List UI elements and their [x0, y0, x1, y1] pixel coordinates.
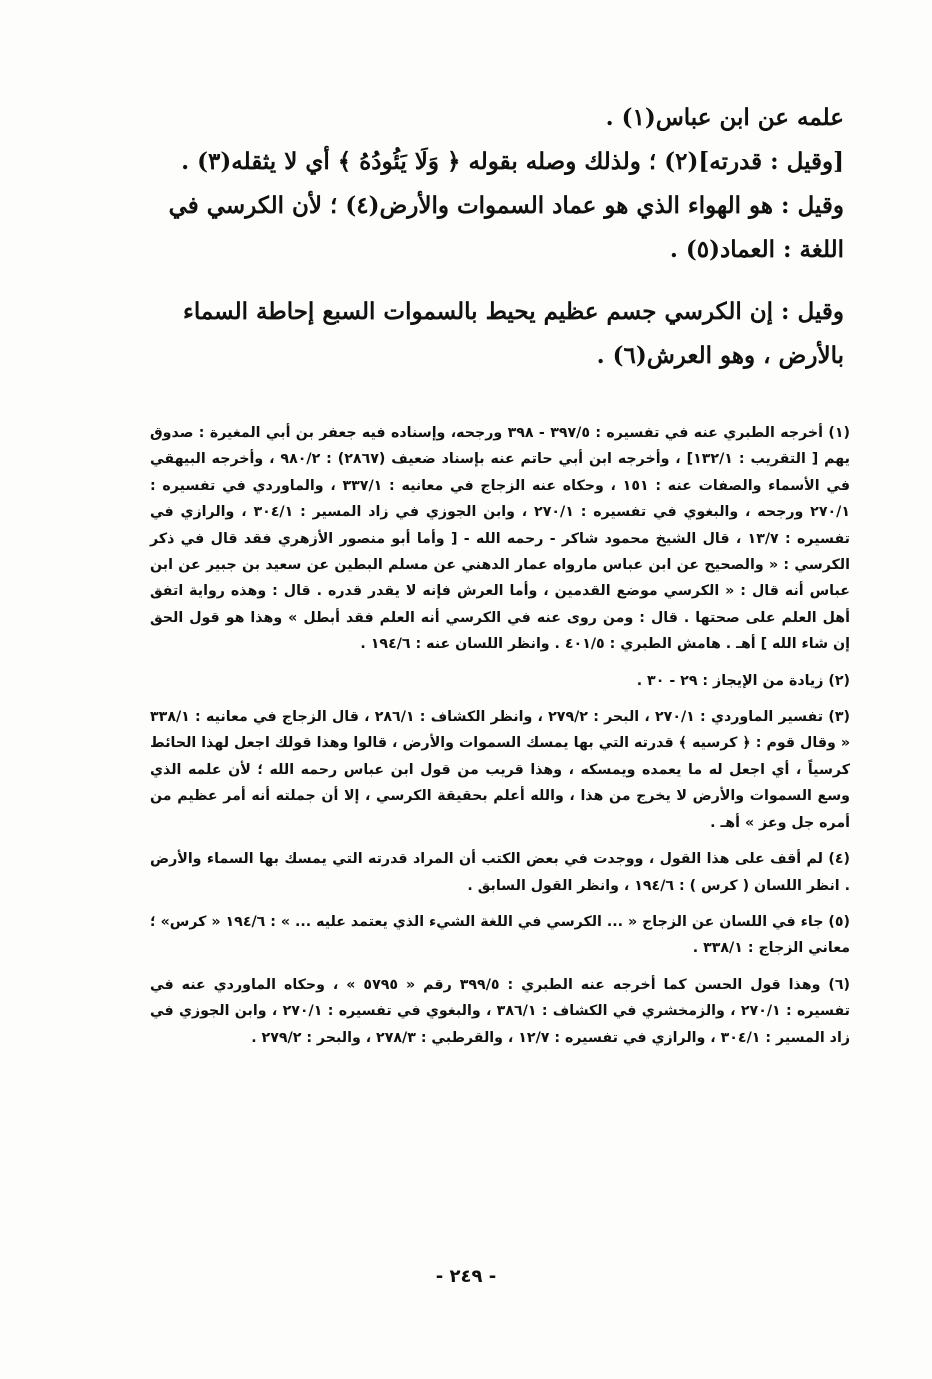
paragraph-gap [130, 272, 844, 290]
footnotes-section [150, 420, 850, 1061]
main-paragraph-3: وقيل : هو الهواء الذي هو عماد السموات والأرض(٤) ؛ لأن الكرسي في اللغة : العماد(٥) . [168, 192, 844, 263]
main-paragraph-1: علمه عن ابن عباس(١) . [605, 104, 844, 131]
footnote-5: (٥) جاء في اللسان عن الزجاج « ... الكرسي في اللغة الشيء الذي يعتمد عليه ... » : ١٩٤/٦ « كرس» ؛ معاني الزجاج : ٣٣٨/١ . [150, 913, 850, 957]
main-paragraph-2: [وقيل : قدرته](٢) ؛ ولذلك وصله بقوله ﴿ وَلَا يَئُودُهُ ﴾ أي لا يثقله(٣) . [181, 148, 844, 175]
main-paragraph-4: وقيل : إن الكرسي جسم عظيم يحيط بالسموات السبع إحاطة السماء بالأرض ، وهو العرش(٦) . [183, 298, 844, 369]
footnote-2: (٢) زيادة من الإيجاز : ٢٩ - ٣٠ . [636, 672, 850, 689]
footnote-1: (١) أخرجه الطبري عنه في تفسيره : ٣٩٧/٥ - ٣٩٨ ورجحه، وإسناده فيه جعفر بن أبي المغيرة : صدوق يهم [ التقريب : ١٣٢/١] ، وأخرجه ابن أبي حاتم عنه بإسناد ضعيف (٢٨٦٧) : ٩٨٠/٢ ، وأخرجه البيهقي في الأسماء والصفات عنه : ١٥١ ، وحكاه عنه الزجاج في معانيه : ٣٣٧/١ ، والماوردي في تفسيره : ٢٧٠/١ ورجحه ، والبغوي في تفسيره : ٢٧٠/١ ، وابن الجوزي في زاد المسير : ٣٠٤/١ ، والرازي في تفسيره : ١٣/٧ ، قال الشيخ محمود شاكر - رحمه الله - [ وأما أبو منصور الأزهري فقد قال في ذكر الكرسي : « والصحيح عن ابن عباس مارواه عمار الدهني عن مسلم البطين عن سعيد بن جبير عن ابن عباس أنه قال : « الكرسي موضع القدمين ، وأما العرش فإنه لا يقدر قدره . قال : وهذه رواية اتفق أهل العلم على صحتها . قال : ومن روى عنه في الكرسي أنه العلم فقد أبطل » وهذا هو قول الحق إن شاء الله ] أهـ . هامش الطبري : ٤٠١/٥ . وانظر اللسان عنه : ١٩٤/٦ . [150, 425, 850, 653]
footnote-6: (٦) وهذا قول الحسن كما أخرجه عنه الطبري : ٣٩٩/٥ رقم « ٥٧٩٥ » ، وحكاه الماوردي عنه في تفسيره : ٢٧٠/١ ، والزمخشري في الكشاف : ٣٨٦/١ ، والبغوي في تفسيره : ٢٧٠/١ ، وابن الجوزي في زاد المسير : ٣٠٤/١ ، والرازي في تفسيره : ١٢/٧ ، والقرطبي : ٢٧٨/٣ ، والبحر : ٢٧٩/٢ . [150, 976, 850, 1046]
page-number: - ٢٤٩ - [435, 1266, 497, 1287]
footnote-3: (٣) تفسير الماوردي : ٢٧٠/١ ، البحر : ٢٧٩/٢ ، وانظر الكشاف : ٢٨٦/١ ، قال الزجاج في معانيه : ٣٣٨/١ « وقال قوم : ﴿ كرسيه ﴾ قدرته التي بها يمسك السموات والأرض ، قالوا وهذا قولك اجعل لهذا الحائط كرسياً ، أي اجعل له ما يعمده ويمسكه ، وهذا قريب من قول ابن عباس رحمه الله ؛ لأن علمه الذي وسع السموات والأرض لا يخرج من هذا ، والله أعلم بحقيقة الكرسي ، إلا أن جملته أنه أمر عظيم من أمره جل وعز » أهـ . [150, 709, 850, 831]
main-text-block [130, 96, 844, 378]
footnote-4: (٤) لم أقف على هذا القول ، ووجدت في بعض الكتب أن المراد قدرته التي يمسك بها السماء والأرض . انظر اللسان ( كرس ) : ١٩٤/٦ ، وانظر القول السابق . [150, 851, 850, 894]
